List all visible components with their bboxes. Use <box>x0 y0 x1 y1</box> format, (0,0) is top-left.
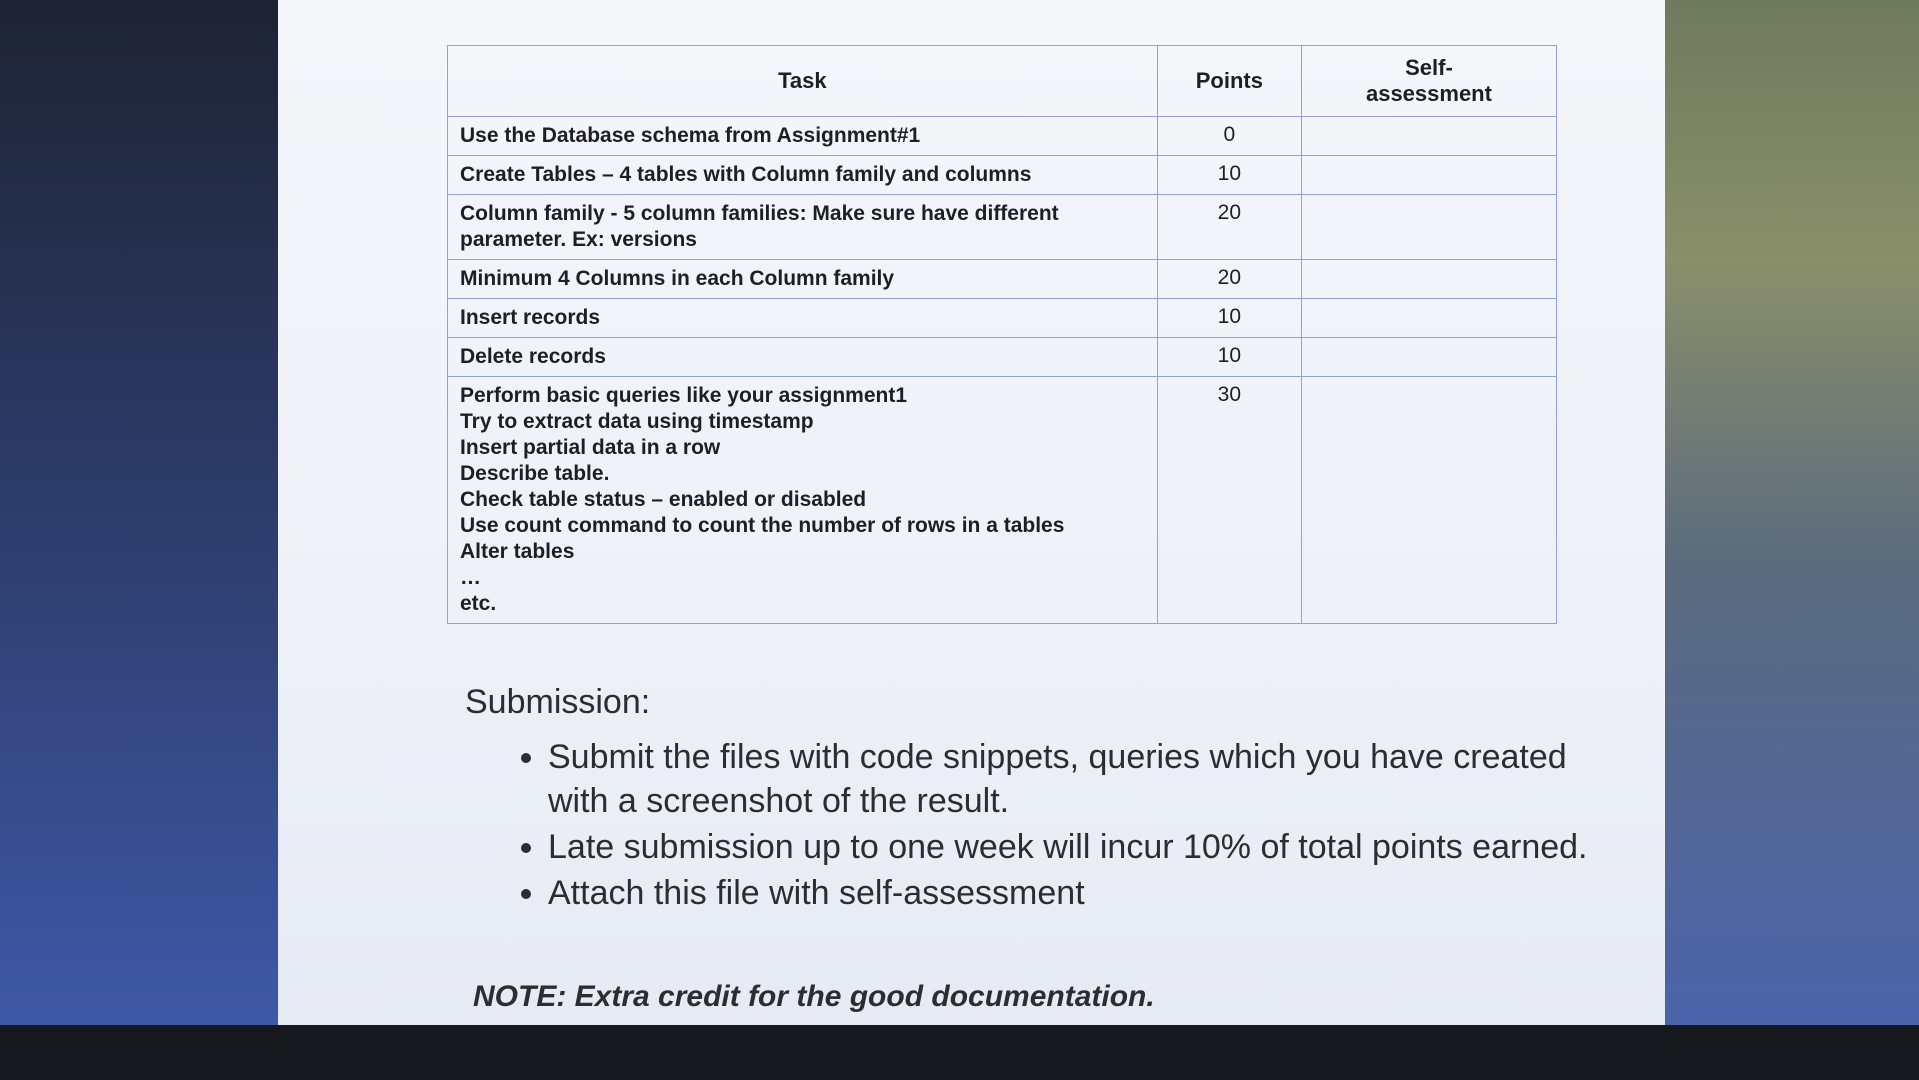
points-cell: 20 <box>1157 260 1301 299</box>
points-cell: 10 <box>1157 299 1301 338</box>
self-assessment-cell[interactable] <box>1301 260 1556 299</box>
self-assessment-cell[interactable] <box>1301 377 1556 624</box>
table-row <box>448 156 1557 195</box>
task-table <box>447 45 1557 624</box>
self-assessment-cell[interactable] <box>1301 299 1556 338</box>
table-row <box>448 195 1557 260</box>
table-header-row <box>448 46 1557 117</box>
background-left <box>0 0 310 1040</box>
points-cell: 20 <box>1157 195 1301 260</box>
task-cell: Insert records <box>448 299 1158 338</box>
points-cell: 30 <box>1157 377 1301 624</box>
table-row <box>448 338 1557 377</box>
header-self-assessment: Self- assessment <box>1301 46 1556 117</box>
self-assessment-cell[interactable] <box>1301 195 1556 260</box>
task-cell: Minimum 4 Columns in each Column family <box>448 260 1158 299</box>
points-cell: 0 <box>1157 117 1301 156</box>
monitor-bezel <box>0 1025 1919 1080</box>
note-text: NOTE: Extra credit for the good documentation. <box>473 980 1155 1013</box>
task-cell: Perform basic queries like your assignment1 Try to extract data using timestamp Insert partial data in a row Describe table. Check table status – enabled or disabled Use count command to count the number of rows in a tables Alter tables … etc. <box>448 377 1158 624</box>
table-row <box>448 299 1557 338</box>
list-item: • Late submission up to one week will incur 10% of total points earned. <box>548 825 1588 869</box>
list-item: • Attach this file with self-assessment <box>548 871 1588 915</box>
submission-heading: Submission: <box>465 683 651 721</box>
task-cell: Column family - 5 column families: Make sure have different parameter. Ex: versions <box>448 195 1158 260</box>
self-assessment-cell[interactable] <box>1301 338 1556 377</box>
header-points: Points <box>1157 46 1301 117</box>
task-cell: Delete records <box>448 338 1158 377</box>
points-cell: 10 <box>1157 338 1301 377</box>
header-task: Task <box>448 46 1158 117</box>
list-item: • Submit the files with code snippets, queries which you have created with a screenshot of the result. <box>548 735 1588 823</box>
self-assessment-cell[interactable] <box>1301 117 1556 156</box>
task-cell: Use the Database schema from Assignment#1 <box>448 117 1158 156</box>
self-assessment-cell[interactable] <box>1301 156 1556 195</box>
submission-list <box>508 735 1588 917</box>
table-row <box>448 377 1557 624</box>
table-row <box>448 117 1557 156</box>
background-right <box>1665 0 1919 1040</box>
table-row <box>448 260 1557 299</box>
task-cell: Create Tables – 4 tables with Column family and columns <box>448 156 1158 195</box>
points-cell: 10 <box>1157 156 1301 195</box>
